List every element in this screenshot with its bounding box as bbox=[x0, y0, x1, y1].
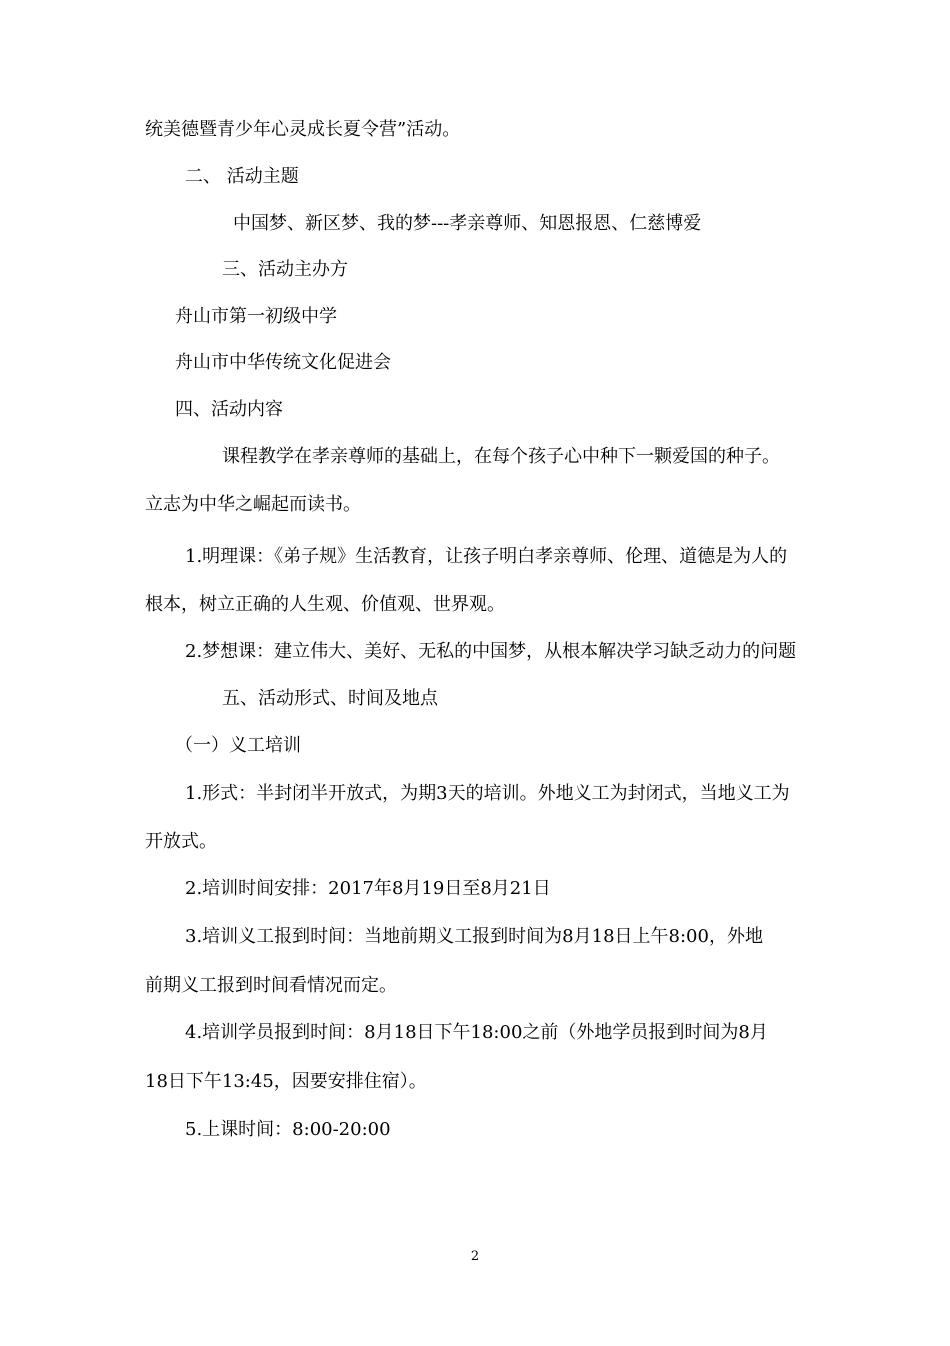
text-line-1: 统美德暨青少年心灵成长夏令营”活动。 bbox=[145, 119, 461, 140]
subsection-heading-volunteer: （一）义工培训 bbox=[175, 735, 301, 756]
section-heading-format: 五、活动形式、时间及地点 bbox=[222, 688, 438, 709]
text-line-format-3a: 3.培训义工报到时间：当地前期义工报到时间为8月18日上午8:00，外地 bbox=[185, 926, 763, 947]
text-line-item-2: 2.梦想课：建立伟大、美好、无私的中国梦，从根本解决学习缺乏动力的问题 bbox=[185, 641, 797, 662]
text-line-content-2: 立志为中华之崛起而读书。 bbox=[145, 494, 361, 515]
text-line-theme: 中国梦、新区梦、我的梦---孝亲尊师、知恩报恩、仁慈博爱 bbox=[233, 213, 702, 234]
text-line-format-4b: 18日下午13:45，因要安排住宿）。 bbox=[145, 1071, 427, 1092]
text-line-item-1b: 根本，树立正确的人生观、价值观、世界观。 bbox=[145, 594, 505, 615]
text-line-format-4a: 4.培训学员报到时间：8月18日下午18:00之前（外地学员报到时间为8月 bbox=[185, 1022, 768, 1043]
text-line-organizer-2: 舟山市中华传统文化促进会 bbox=[175, 352, 391, 373]
page-number: 2 bbox=[470, 1249, 480, 1264]
text-line-organizer-1: 舟山市第一初级中学 bbox=[175, 306, 337, 327]
text-line-format-2: 2.培训时间安排：2017年8月19日至8月21日 bbox=[185, 878, 551, 899]
text-line-format-5: 5.上课时间：8:00-20:00 bbox=[185, 1119, 391, 1140]
text-line-format-1b: 开放式。 bbox=[145, 831, 217, 852]
section-heading-theme: 二、 活动主题 bbox=[185, 166, 299, 187]
text-line-format-3b: 前期义工报到时间看情况而定。 bbox=[145, 975, 397, 996]
text-line-content-1: 课程教学在孝亲尊师的基础上，在每个孩子心中种下一颗爱国的种子。 bbox=[222, 446, 780, 467]
section-heading-content: 四、活动内容 bbox=[175, 399, 283, 420]
section-heading-organizer: 三、活动主办方 bbox=[222, 259, 348, 280]
text-line-format-1a: 1.形式：半封闭半开放式，为期3天的培训。外地义工为封闭式，当地义工为 bbox=[185, 783, 790, 804]
text-line-item-1a: 1.明理课：《弟子规》生活教育，让孩子明白孝亲尊师、伦理、道德是为人的 bbox=[185, 546, 788, 567]
